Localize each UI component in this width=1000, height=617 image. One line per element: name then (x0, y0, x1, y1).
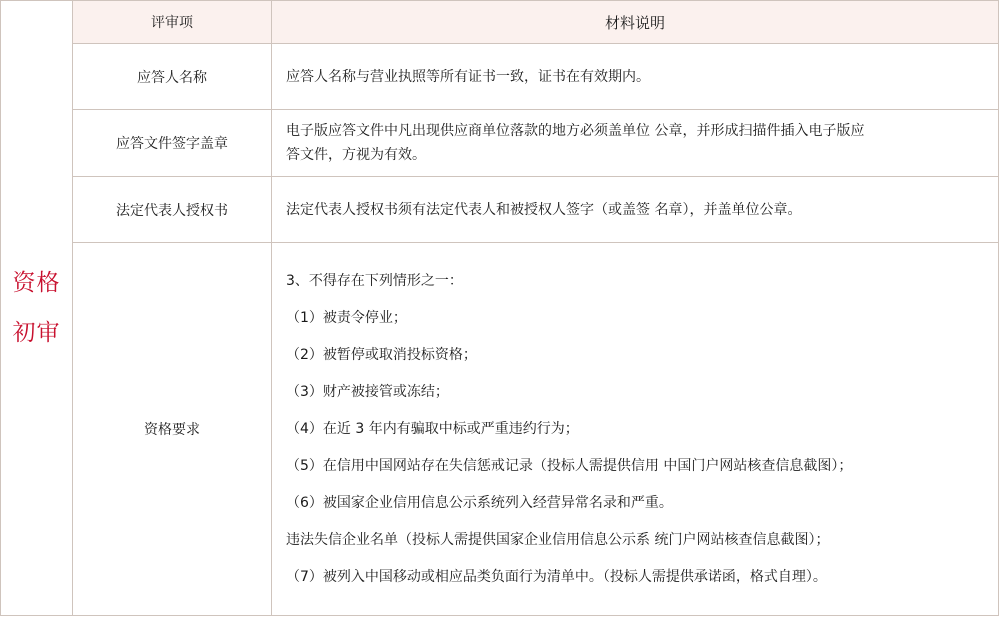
section-label-cell (1, 1, 73, 616)
requirement-line: （2）被暂停或取消投标资格； (286, 347, 477, 363)
requirement-line: （1）被责令停业； (286, 310, 407, 326)
requirement-line: （5）在信用中国网站存在失信惩戒记录（投标人需提供信用 中国门户网站核查信息截图）； (286, 458, 853, 474)
description-line: 答文件，方视为有效。 (286, 147, 426, 163)
row-description (272, 110, 999, 177)
table-row (1, 177, 999, 243)
requirement-line: （3）财产被接管或冻结； (286, 384, 449, 400)
requirement-list (286, 271, 980, 587)
row-item: 法定代表人授权书 (73, 177, 272, 243)
header-item: 评审项 (73, 1, 272, 44)
requirement-line: 违法失信企业名单（投标人需提供国家企业信用信息公示系 统门户网站核查信息截图）； (286, 532, 830, 548)
section-label-line-1: 资格 (12, 270, 61, 296)
table-row (1, 44, 999, 110)
row-description (272, 44, 999, 110)
row-description (272, 243, 999, 616)
row-item: 资格要求 (73, 243, 272, 616)
header-description: 材料说明 (272, 1, 999, 44)
table-header-row (1, 1, 999, 44)
row-item: 应答人名称 (73, 44, 272, 110)
section-label-line-2: 初审 (12, 320, 61, 346)
row-description (272, 177, 999, 243)
requirement-line: （6）被国家企业信用信息公示系统列入经营异常名录和严重。 (286, 495, 673, 511)
table-row (1, 243, 999, 616)
description-line: 应答人名称与营业执照等所有证书一致，证书在有效期内。 (286, 68, 650, 85)
description-line: 法定代表人授权书须有法定代表人和被授权人签字（或盖签 名章），并盖单位公章。 (286, 201, 802, 218)
requirement-line: （7）被列入中国移动或相应品类负面行为清单中。（投标人需提供承诺函，格式自理）。 (286, 569, 827, 585)
requirement-line: （4）在近 3 年内有骗取中标或严重违约行为； (286, 421, 579, 437)
requirement-line: 3、不得存在下列情形之一： (286, 273, 463, 289)
description-line: 电子版应答文件中凡出现供应商单位落款的地方必须盖单位 公章，并形成扫描件插入电子版应 (286, 123, 865, 139)
row-item: 应答文件签字盖章 (73, 110, 272, 177)
table-row (1, 110, 999, 177)
